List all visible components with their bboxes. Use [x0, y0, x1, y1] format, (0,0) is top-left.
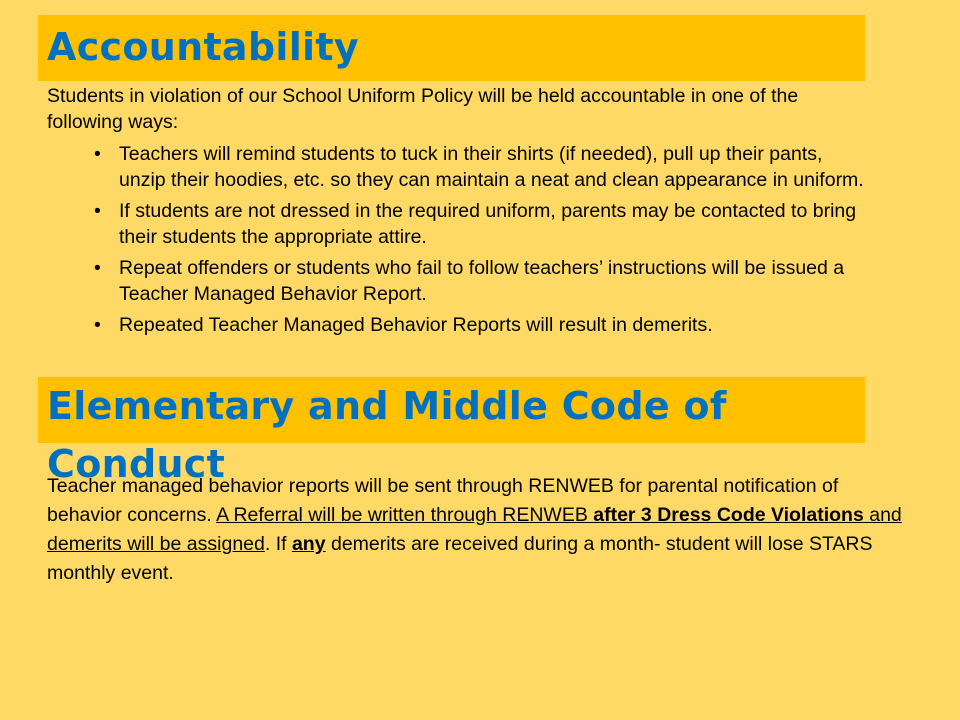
bullet-text: Teachers will remind students to tuck in their shirts (if needed), pull up their pants, unzip their hoodies, etc. so they can maintain a neat and clean appearance in uniform.: [119, 143, 864, 191]
paragraph-text: Teacher managed behavior reports will be sent through RENWEB for parental notification of behavior concerns.: [47, 475, 839, 526]
accountability-bullet-list: [94, 141, 864, 343]
accountability-heading: Accountability: [47, 25, 359, 69]
paragraph-text: . If: [264, 533, 292, 555]
bullet-icon: •: [94, 200, 101, 222]
code-of-conduct-heading: Elementary and Middle Code of Conduct: [47, 384, 727, 486]
list-item: [94, 141, 864, 193]
bullet-icon: •: [94, 257, 101, 279]
code-of-conduct-paragraph: [47, 472, 907, 588]
list-item: [94, 255, 864, 307]
list-item: [94, 312, 864, 338]
bullet-text: Repeated Teacher Managed Behavior Reports will result in demerits.: [119, 314, 713, 336]
bullet-text: If students are not dressed in the required uniform, parents may be contacted to bring their students the appropriate attire.: [119, 200, 857, 248]
bullet-icon: •: [94, 314, 101, 336]
referral-underlined-text: A Referral will be written through RENWEB: [216, 504, 594, 526]
accountability-intro: Students in violation of our School Uniform Policy will be held accountable in one of the following ways:: [47, 85, 799, 133]
demerits-underlined-text: and demerits will be assigned: [47, 504, 902, 555]
code-of-conduct-title-bar: [38, 377, 865, 486]
paragraph-text: demerits are received during a month- student will lose STARS monthly event.: [47, 533, 873, 584]
any-bold-text: any: [291, 533, 326, 555]
bullet-icon: •: [94, 143, 101, 165]
list-item: [94, 198, 864, 250]
accountability-title-bar: [38, 15, 865, 81]
bullet-text: Repeat offenders or students who fail to follow teachers’ instructions will be issued a Teacher Managed Behavior Report.: [119, 257, 845, 305]
violations-bold-text: after 3 Dress Code Violations: [593, 504, 864, 526]
